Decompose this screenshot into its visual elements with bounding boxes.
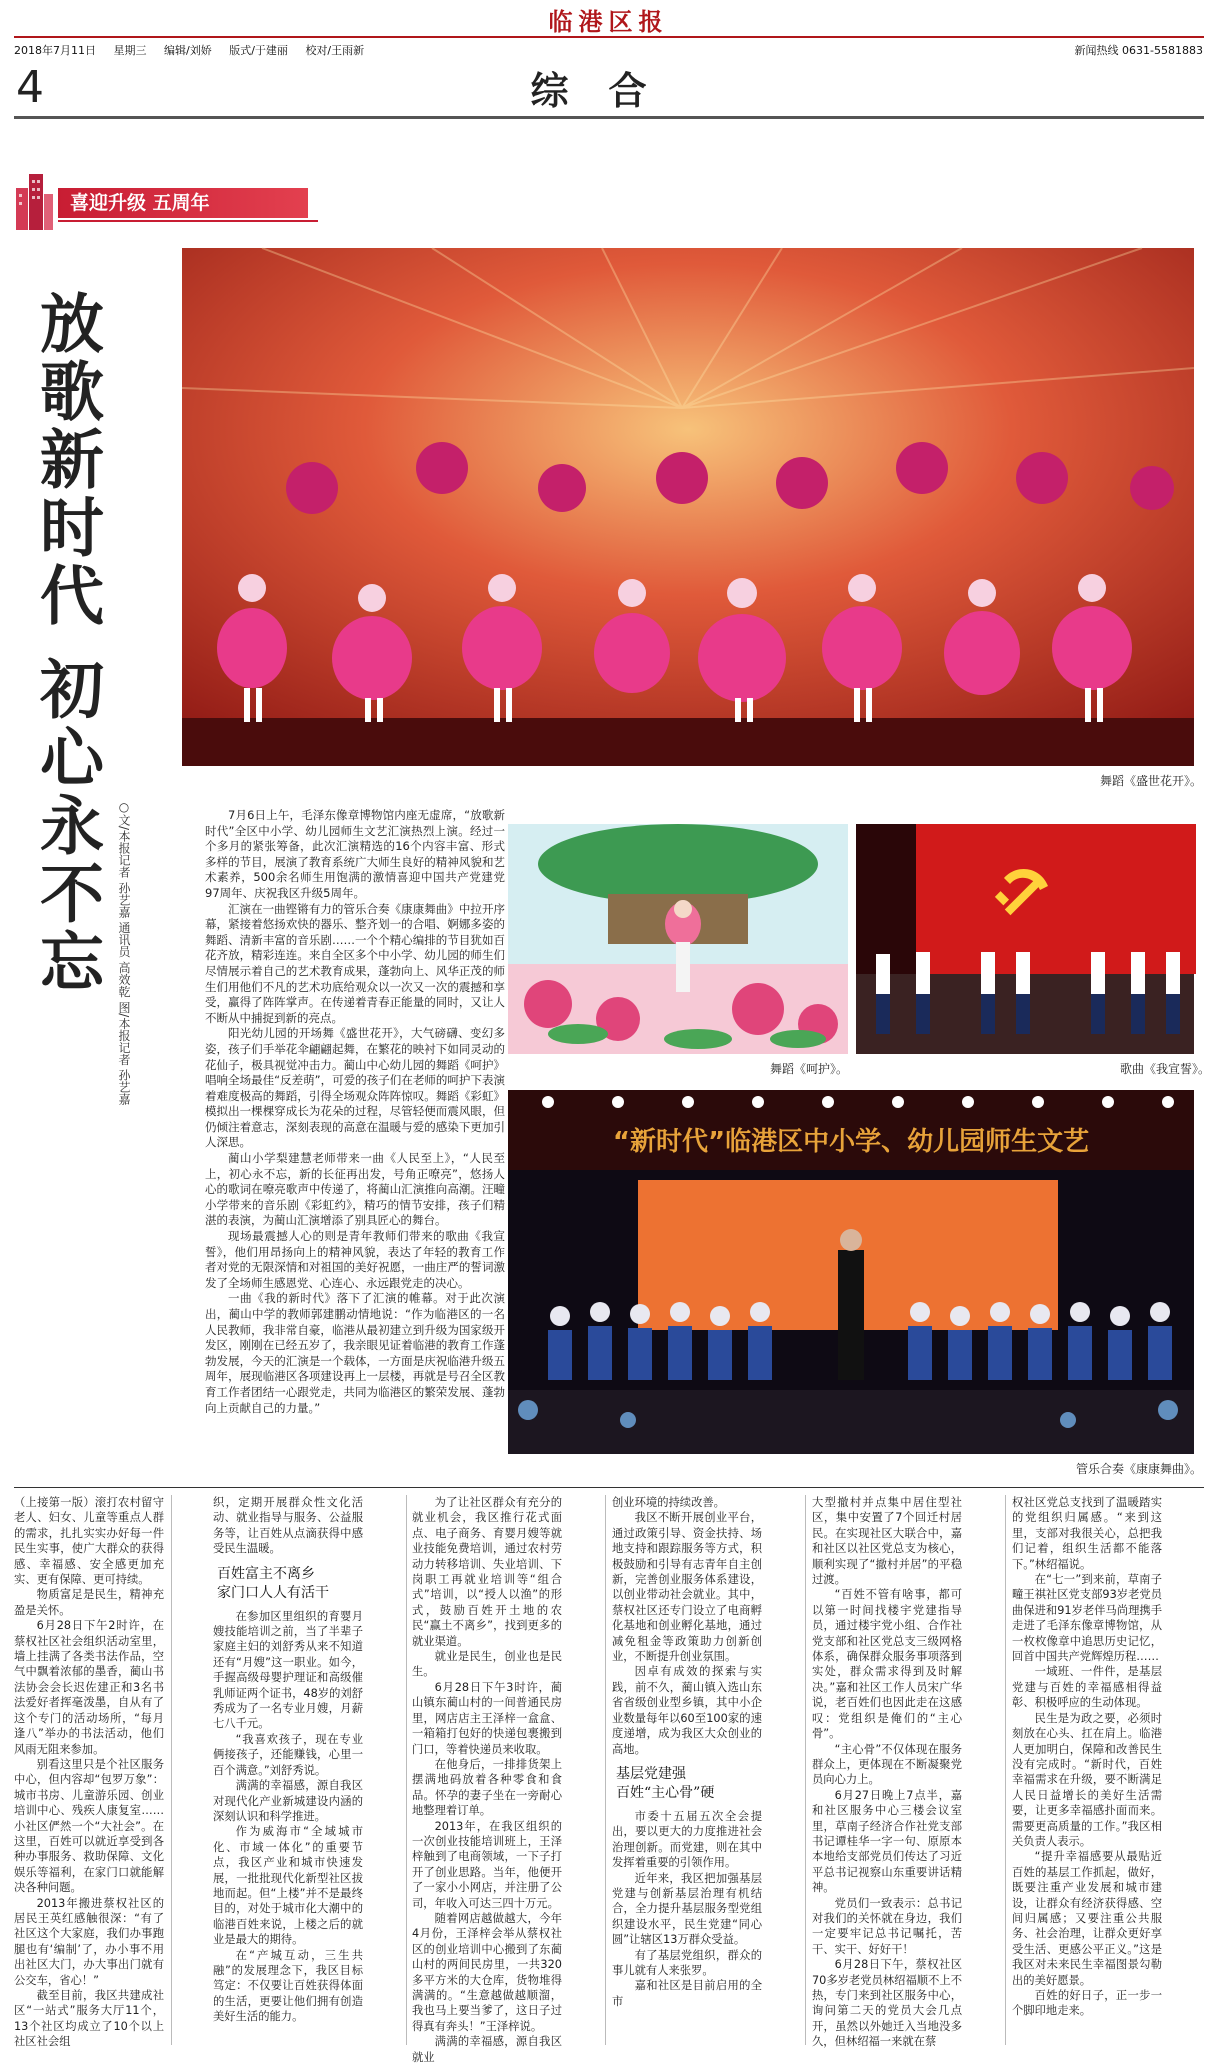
article-column-3: [412, 1495, 562, 2064]
caption-bottom-photo: 管乐合奏《康康舞曲》。: [1076, 1462, 1203, 1476]
column-separator: [805, 1495, 806, 2045]
body-paragraph: 满满的幸福感，源自我区就业: [412, 2035, 562, 2064]
body-paragraph: 满满的幸福感，源自我区对现代化产业新城建设内涵的深刻认识和科学推进。: [213, 1779, 363, 1823]
anniversary-banner: 喜迎升级 五周年: [58, 188, 308, 218]
body-paragraph: 创业环境的持续改善。: [612, 1496, 725, 1509]
body-paragraph: 在他身后，一排排货架上摆满地码放着各种零食和食品。怀孕的妻子坐在一旁耐心地整理着订单。: [412, 1757, 562, 1818]
issue-meta: [14, 42, 378, 58]
body-paragraph: 6月28日下午3时许，蔺山镇东蔺山村的一间普通民房里，网店店主王泽梓一盒盒、一箱箱打包好的快递包裹搬到门口，等着快递员来收取。: [412, 1680, 562, 1756]
masthead: 临港区报: [548, 7, 669, 36]
body-paragraph: 为了让社区群众有充分的就业机会，我区推行花式面点、电子商务、育婴月嫂等就业技能免费培训，通过农村劳动力转移培训、失业培训、下岗职工再就业培训等“组合式”培训，以“授人以渔”的形式，鼓励百姓开土地的农民“赢土不离乡”，找到更多的就业渠道。: [412, 1496, 562, 1648]
body-paragraph: 民生是为政之要，必须时刻放在心头、扛在肩上。临港人更加明白，保障和改善民生没有完成时。“新时代，百姓幸福需求在升级，要不断满足人民日益增长的美好生活需要，让更多幸福感扑面而来。需要更高质量的工作。”我区相关负责人表示。: [1012, 1711, 1162, 1848]
main-headline: 放歌新时代 初心永不忘: [29, 290, 104, 997]
body-paragraph: 2013年搬进蔡权社区的居民王英红感触很深：“有了社区这个大家庭，我们办事跑腿也有‘编制’了，办小事不用出社区大门，办大事出门就有公交车，省心！”: [14, 1896, 164, 1987]
article-column-6: [1012, 1495, 1162, 2045]
article-column-5: [812, 1495, 962, 2049]
news-hotline: 新闻热线 0631-5581883: [1074, 44, 1203, 57]
lead-paragraph: 汇演在一曲铿锵有力的管乐合奏《康康舞曲》中拉开序幕，紧接着悠扬欢快的器乐、整齐划一的合唱、婀娜多姿的舞蹈、清新丰富的音乐剧……一个个精心编排的节目犹如百花齐放，精彩连连。来自全区多个中小学、幼儿园的师生们尽情展示着自己的艺术教育成果，蓬勃向上、风华正茂的师生们用他们不凡的艺术功底给观众以一次又一次的震撼和享受，赢得了阵阵掌声。在传递着青春正能量的同时，又让人不断从中捕捉到新的亮点。: [205, 901, 505, 1025]
body-paragraph: 在“七一”到来前，草南子疃王祺社区党支部93岁老党员曲保进和91岁老伴马尚理携手走进了毛泽东像章博物馆，从一枚枚像章中追思历史记忆，回首中国共产党辉煌历程……: [1012, 1573, 1162, 1664]
subheading: 基层党建强 百姓“主心骨”硬: [616, 1765, 715, 1801]
body-paragraph: “百姓不管有啥事，都可以第一时间找楼宇党建指导员，通过楼宇党小组、合作社党支部和社区党总支三级网格体系，确保群众服务事项落到实处，群众需求得到及时解决。”嘉和社区工作人员宋广华说，老百姓们也因此走在这感叹：党组织是俺们的“主心骨”。: [812, 1588, 962, 1741]
body-paragraph: 权社区党总支找到了温暖踏实的党组织归属感。“来到这里，支部对我很关心，总把我们记着，组织生活都不能落下。”林绍福说。: [1012, 1496, 1162, 1571]
designer-credit: 版式/于建丽: [229, 44, 288, 57]
article-column-2: [213, 1495, 363, 2045]
body-paragraph: 我区不断开展创业平台，通过政策引导、资金扶持、场地支持和跟踪服务等方式，积极鼓励和引导有志青年自主创新，完善创业服务体系建设，以创业带动社会就业。其中，蔡权社区还专门设立了电商孵化基地和创业孵化基地，通过减免租金等政策助力创新创业，不断提升创业氛围。: [612, 1511, 762, 1664]
building-icon: [14, 170, 54, 230]
column-separator: [1005, 1495, 1006, 2045]
issue-date: 2018年7月11日: [14, 44, 96, 57]
body-paragraph: 6月27日晚上7点半，嘉和社区服务中心三楼会议室里，草南子经济合作社党支部书记谭桂华一字一句、原原本本地给支部党员们传达了习近平总书记视察山东重要讲话精神。: [812, 1788, 962, 1895]
body-paragraph: 作为威海市“全域城市化、市域一体化”的重要节点，我区产业和城市快速发展，一批批现代化新型社区拔地而起。但“上楼”并不是最终目的，对处于城市化大潮中的临港百姓来说，上楼之后的就业是最大的期待。: [213, 1825, 363, 1947]
banner-underline: [58, 220, 318, 222]
caption-mid-left-photo: 舞蹈《呵护》。: [770, 1062, 849, 1076]
body-paragraph: 有了基层党组织，群众的事儿就有人来张罗。: [612, 1948, 762, 1977]
body-paragraph: 就业是民生，创业也是民生。: [412, 1650, 562, 1679]
body-paragraph: 市委十五届五次全会提出，要以更大的力度推进社会治理创新。而党建，则在其中发挥着重要的引领作用。: [612, 1809, 762, 1870]
lead-paragraph: 蔺山小学梨建慧老师带来一曲《人民至上》，“人民至上，初心永不忘，新的长征再出发，号角正嘹亮”，悠扬人心的歌词在嘹亮歌声中传递了，将蔺山汇演推向高潮。汪疃小学带来的音乐剧《彩虹约》，精巧的情节安排，孩子们精湛的表演，为蔺山汇演增添了别具匠心的舞台。: [205, 1151, 505, 1228]
proof-credit: 校对/王雨新: [305, 44, 365, 57]
body-paragraph: 在参加区里组织的育婴月嫂技能培训之前，当了半辈子家庭主妇的刘舒秀从来不知道还有“月嫂”这一职业。如今，手握高级母婴护理证和高级催乳师证两个证书，48岁的刘舒秀成为了一名专业月嫂，月薪七八千元。: [213, 1609, 363, 1731]
section-title: 综合: [530, 69, 687, 113]
stage-banner-text: “新时代”临港区中小学、幼儿园师生文艺: [612, 1127, 1090, 1157]
lead-paragraph: 7月6日上午，毛泽东像章博物馆内座无虚席，“放歌新时代”全区中小学、幼儿园师生文艺汇演热烈上演。经过一个多月的紧张筹备，此次汇演精选的16个内容丰富、形式多样的节目，展演了教育系统广大师生良好的精神风貌和艺术素养，500余名师生用饱满的激情喜迎中国共产党建党97周年、庆祝我区升级5周年。: [205, 808, 505, 900]
body-paragraph: 因卓有成效的探索与实践，前不久，蔺山镇入选山东省省级创业型乡镇，其中小企业数量每年以60至100家的速度递增，成为我区大众创业的高地。: [612, 1665, 762, 1756]
column-separator: [171, 1495, 172, 2045]
body-paragraph: 物质富足是民生，精神充盈是关怀。: [14, 1588, 164, 1617]
body-paragraph: 织，定期开展群众性文化活动、就业指导与服务、公益服务等，让百姓从点滴获得中感受民生温暖。: [213, 1496, 363, 1556]
body-paragraph: 嘉和社区是目前启用的全市: [612, 1979, 762, 2008]
body-paragraph: “提升幸福感要从最贴近百姓的基层工作抓起，做好，既要注重产业发展和城市建设，让群众有经济获得感、空间归属感；又要注重公共服务、社会治理，让群众更好享受生活、更感公平正义。”这是我区对未来民生幸福图景勾勒出的美好愿景。: [1012, 1850, 1162, 1987]
body-paragraph: 别看这里只是个社区服务中心，但内容却“包罗万象”：城市书房、儿童游乐园、创业培训中心、残疾人康复室……小社区俨然一个“大社会”。在这里，百姓可以就近享受到各种办事服务、救助保障、文化娱乐等福利，在家门口就能解决各种问题。: [14, 1757, 164, 1895]
body-paragraph: 6月28日下午，蔡权社区70多岁老党员林绍福顺不上不热，专门来到社区服务中心，询问第二天的党员大会几点开，虽然以外她迁入当地没多久，但林绍福一来就在蔡: [812, 1958, 962, 2049]
photo-song-oath: [856, 824, 1194, 1054]
subheading: 百姓富主不离乡 家门口人人有活干: [217, 1565, 329, 1601]
body-paragraph: 百姓的好日子，正一步一个脚印地走来。: [1012, 1989, 1162, 2018]
body-paragraph: 6月28日下午2时许，在蔡权社区社会组织活动室里，墙上挂满了各类书法作品，空气中飘着浓郁的墨香，蔺山书法协会会长迟佐建正和3名书法爱好者挥毫泼墨，自从有了这个专门的活动场所，“每月逢八”举办的书法活动，他们风雨无阻来参加。: [14, 1619, 164, 1756]
caption-mid-right-photo: 歌曲《我宣誓》。: [1120, 1062, 1211, 1076]
caption-main-photo: 舞蹈《盛世花开》。: [1100, 774, 1203, 788]
photo-dance-huhu: [508, 824, 848, 1054]
editor-credit: 编辑/刘娇: [164, 44, 212, 57]
article-column-4: [612, 1495, 762, 2045]
lead-article: [205, 808, 505, 1416]
body-paragraph: 党员们一致表示：总书记对我们的关怀就在身边，我们一定要牢记总书记嘱托，苦干、实干、好好干！: [812, 1896, 962, 1956]
issue-weekday: 星期三: [113, 44, 147, 57]
header-divider: [14, 116, 1204, 119]
body-paragraph: 随着网店越做越大，今年4月份，王泽梓会举从蔡权社区的创业培训中心搬到了东蔺山村的两间民房里，一共320多平方米的大仓库，货物堆得满满的。“生意越做越顺溜，我也马上要当爹了，这日子过得真有奔头！”王泽梓说。: [412, 1911, 562, 2033]
lead-paragraph: 现场最震撼人心的则是青年教师们带来的歌曲《我宣誓》，他们用昂扬向上的精神风貌，表达了年轻的教育工作者对党的无限深情和对祖国的美好祝愿，一曲庄严的誓词激发了全场师生感恩党、心连心、永远跟党走的决心。: [205, 1229, 505, 1290]
lead-paragraph: 一曲《我的新时代》落下了汇演的帷幕。对于此次演出，蔺山中学的教师郭建鹏动情地说：“作为临港区的一名人民教师，我非常自豪，临港从最初建立到升级为国家级开发区，刚刚在已经五岁了，我亲眼见证着临港的教育工作蓬勃发展，今天的汇演是一个载体，一方面是庆祝临港升级五周年，展现临港区各项建设再上一层楼，再就是号召全区教育工作者团结一心跟党走，共同为临港区的繁荣发展、蓬勃向上贡献自己的力量。”: [205, 1291, 505, 1415]
column-separator: [406, 1495, 407, 2045]
article-column-1: [14, 1495, 164, 2049]
main-photo-dance: [182, 248, 1194, 766]
body-paragraph: “主心骨”不仅体现在服务群众上，更体现在不断凝聚党员向心力上。: [812, 1742, 962, 1787]
byline: ○文/本报记者 孙艺嘉 通讯员 高效乾 图/本报记者 孙艺嘉: [117, 800, 131, 1106]
body-paragraph: 在“产城互动，三生共融”的发展理念下，我区目标笃定：不仅要让百姓获得体面的生活，更要让他们拥有创造美好生活的能力。: [213, 1948, 363, 2024]
masthead-rule: [14, 36, 1204, 38]
body-paragraph: 2013年，在我区组织的一次创业技能培训班上，王泽梓触到了电商领域，一下子打开了创业思路。当年，他便开了一家小小网店，并注册了公司，年收入可达三四十万元。: [412, 1819, 562, 1910]
lead-paragraph: 阳光幼儿园的开场舞《盛世花开》，大气磅礴、变幻多姿，孩子们手举花伞翩翩起舞，在繁花的映衬下如同灵动的花仙子，极具视觉冲击力。蔺山中心幼儿园的舞蹈《呵护》唱响全场最佳“反差萌”，可爱的孩子们在老师的呵护下表演着难度极高的舞蹈，引得全场观众阵阵惊叹。舞蹈《彩虹》模拟出一棵棵穿成长为花朵的过程，尽管轻便而震风眼，但仍倾注着意志，深刻表现的高意在温暖与爱的感染下更加引人深思。: [205, 1026, 505, 1150]
body-paragraph: 截至目前，我区共建成社区“一站式”服务大厅11个，13个社区均成立了10个以上社区社会组: [14, 1989, 164, 2049]
body-paragraph: “我喜欢孩子，现在专业俩接孩子，还能赚钱，心里一百个满意。”刘舒秀说。: [213, 1732, 363, 1777]
body-paragraph: 近年来，我区把加强基层党建与创新基层治理有机结合，全力提升基层服务型党组织建设水平，民生党建“同心圆”让辖区13万群众受益。: [612, 1871, 762, 1947]
body-paragraph: 一域班、一件件，是基层党建与百姓的幸福感相得益彰、积极呼应的生动体现。: [1012, 1665, 1162, 1710]
body-paragraph: 大型撤村并点集中居住型社区，集中安置了7个回迁村居民。在实现社区大联合中，嘉和社区以社区党总支为核心，顺利实现了“撤村并居”的平稳过渡。: [812, 1496, 962, 1587]
photo-wind-ensemble: [508, 1090, 1194, 1454]
column-separator: [605, 1495, 606, 2045]
body-paragraph: （上接第一版）滚打农村留守老人、妇女、儿童等重点人群的需求，扎扎实实办好每一件民生实事，使广大群众的获得感、幸福感、安全感更加充实、更有保障、更可持续。: [14, 1496, 164, 1587]
section-divider: [14, 1487, 1204, 1488]
page-number: 4: [16, 62, 44, 113]
